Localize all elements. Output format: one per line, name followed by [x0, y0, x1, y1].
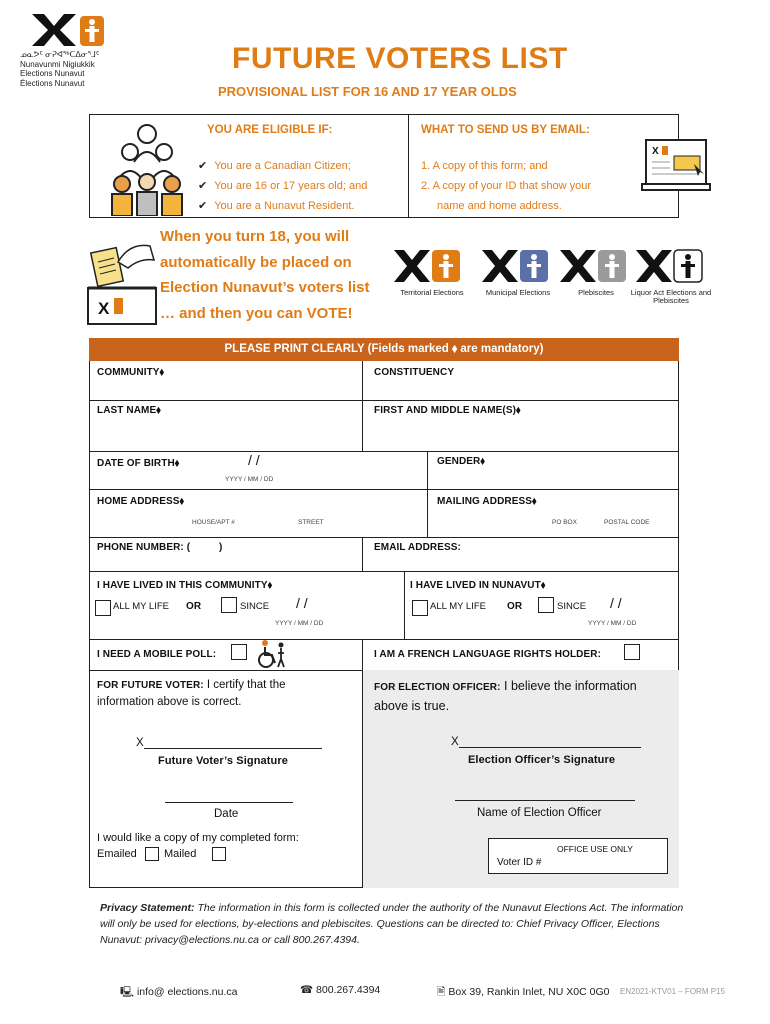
mailbox-icon: 🖹	[437, 986, 446, 998]
divider	[404, 571, 405, 639]
email-field[interactable]	[470, 540, 676, 566]
mailed-checkbox[interactable]	[212, 847, 226, 861]
footer-email[interactable]: 🖳 info@ elections.nu.ca	[120, 986, 238, 998]
officer-signature-label: Election Officer’s Signature	[468, 754, 616, 766]
list-item: 2. A copy of your ID that show your	[421, 180, 591, 192]
phone-label: PHONE NUMBER: ( )	[97, 542, 223, 553]
divider	[89, 489, 679, 490]
ballot-box-icon	[84, 232, 160, 329]
list-item: ✔ You are a Canadian Citizen;	[198, 156, 367, 176]
lived-community-label: I HAVE LIVED IN THIS COMMUNITY⬧	[97, 580, 273, 591]
constituency-label: CONSTITUENCY	[374, 367, 455, 378]
first-name-field[interactable]	[366, 418, 676, 448]
dob-label: DATE OF BIRTH⬧	[97, 458, 180, 469]
voter-signature-field[interactable]	[144, 748, 322, 749]
divider	[89, 639, 679, 640]
email-list	[421, 156, 591, 216]
eligible-list	[198, 156, 367, 216]
logo-territorial: Territorial Elections	[392, 246, 472, 297]
email-heading: WHAT TO SEND US BY EMAIL:	[421, 124, 590, 136]
privacy-statement: Privacy Statement: The information in this form is collected under the authority of the Nunavut Elections Act. The information will only be used for elections, by-elections and plebiscites. Questions can be directed to: Chief Privacy Officer, Elections Nunavut: privacy@elections.nu.ca or call 800.267.4394.	[100, 902, 684, 946]
svg-text:X: X	[98, 299, 110, 318]
page-title: FUTURE VOTERS LIST	[232, 42, 568, 75]
officer-certification: FOR ELECTION OFFICER: I believe the information above is true.	[374, 679, 637, 713]
divider	[408, 114, 409, 218]
pobox-hint: PO BOX	[552, 519, 577, 526]
voter-signature-label: Future Voter’s Signature	[158, 755, 288, 767]
svg-text:X: X	[652, 146, 659, 157]
divider	[362, 639, 363, 670]
phone-field[interactable]	[240, 540, 358, 566]
all-my-life-checkbox[interactable]	[95, 600, 111, 616]
officer-name-label: Name of Election Officer	[477, 807, 602, 819]
nunavut-all-my-life-checkbox[interactable]	[412, 600, 428, 616]
last-name-label: LAST NAME⬧	[97, 405, 161, 416]
nunavut-since-label: SINCE	[557, 601, 587, 612]
community-field[interactable]	[92, 380, 360, 398]
divider	[89, 400, 679, 401]
date-label: Date	[214, 808, 239, 820]
house-hint: HOUSE/APT #	[192, 519, 235, 526]
last-name-field[interactable]	[92, 418, 360, 448]
since-checkbox[interactable]	[221, 597, 237, 613]
all-my-life-label: ALL MY LIFE	[113, 601, 169, 612]
nunavut-all-my-life-label: ALL MY LIFE	[430, 601, 486, 612]
divider	[427, 451, 428, 489]
email-label: EMAIL ADDRESS:	[374, 542, 461, 553]
nunavut-since-date-field[interactable]: / /	[610, 595, 622, 611]
mailed-label: Mailed	[164, 848, 197, 860]
computer-icon: 🖳	[120, 986, 135, 998]
date-field[interactable]	[165, 802, 293, 803]
list-item: ✔ You are 16 or 17 years old; and	[198, 176, 367, 196]
list-item: ✔ You are a Nunavut Resident.	[198, 196, 367, 216]
community-label: COMMUNITY⬧	[97, 367, 165, 378]
divider	[362, 361, 363, 451]
voter-id-label: Voter ID #	[497, 857, 542, 868]
mailing-address-label: MAILING ADDRESS⬧	[437, 496, 537, 507]
voter-certification: FOR FUTURE VOTER: I certify that the information above is correct.	[97, 679, 286, 708]
org-name: ᓄᓇᕗᑦ ᓂᕈᐊᖅᑕᐃᓂᕐᒧᑦ Nunavunmi Nigiukkik Elections Nunavut Élections Nunavut	[20, 50, 100, 88]
gender-field[interactable]	[432, 470, 676, 486]
wheelchair-icon	[256, 639, 288, 672]
form-code: EN2021-KTV01 – FORM P15	[620, 987, 725, 996]
gender-label: GENDER⬧	[437, 456, 485, 467]
footer-phone[interactable]: ☎ 800.267.4394	[300, 984, 381, 996]
logo-municipal: Municipal Elections	[480, 246, 556, 297]
divider	[89, 537, 679, 538]
divider	[427, 489, 428, 537]
since-date-field[interactable]: / /	[296, 595, 308, 611]
copy-label: I would like a copy of my completed form:	[97, 832, 299, 844]
dob-hint: YYYY / MM / DD	[225, 476, 274, 483]
first-name-label: FIRST AND MIDDLE NAME(S)⬧	[374, 405, 521, 416]
officer-name-field[interactable]	[455, 800, 635, 801]
nunavut-since-checkbox[interactable]	[538, 597, 554, 613]
logo-plebiscites: Plebiscites	[558, 246, 634, 297]
list-item: 1. A copy of this form; and	[421, 160, 548, 172]
officer-sig-x: X	[451, 736, 459, 748]
since-label: SINCE	[240, 601, 270, 612]
postal-hint: POSTAL CODE	[604, 519, 650, 526]
home-address-field[interactable]	[92, 508, 424, 520]
or-label: OR	[186, 601, 202, 612]
french-rights-label: I AM A FRENCH LANGUAGE RIGHTS HOLDER:	[374, 649, 602, 660]
constituency-field[interactable]	[366, 380, 676, 398]
mobile-poll-checkbox[interactable]	[231, 644, 247, 660]
emailed-checkbox[interactable]	[145, 847, 159, 861]
footer-address: 🖹 Box 39, Rankin Inlet, NU X0C 0G0	[437, 986, 610, 998]
page-subtitle: PROVISIONAL LIST FOR 16 AND 17 YEAR OLDS	[218, 84, 517, 99]
laptop-icon	[640, 136, 712, 199]
divider	[89, 571, 679, 572]
lived-nunavut-label: I HAVE LIVED IN NUNAVUT⬧	[410, 580, 546, 591]
phone-icon: ☎	[300, 984, 314, 996]
promo-text: When you turn 18, you will automatically be placed on Election Nunavut’s voters list … and then you can VOTE!	[160, 228, 370, 322]
form-header-bar: PLEASE PRINT CLEARLY (Fields marked ⬧ are mandatory)	[89, 338, 679, 361]
dob-field[interactable]: / /	[248, 452, 260, 468]
eligible-heading: YOU ARE ELIGIBLE IF:	[207, 124, 333, 136]
home-address-label: HOME ADDRESS⬧	[97, 496, 185, 507]
org-logo	[30, 12, 110, 48]
divider	[362, 537, 363, 571]
voter-sig-x: X	[136, 737, 144, 749]
emailed-label: Emailed	[97, 848, 137, 860]
people-icon	[104, 122, 190, 219]
or-label: OR	[507, 601, 523, 612]
officer-signature-field[interactable]	[459, 747, 641, 748]
logo-liquor-act: Liquor Act Elections and Plebiscites	[628, 246, 714, 305]
list-item: name and home address.	[437, 200, 562, 212]
since-date-hint: YYYY / MM / DD	[275, 620, 324, 627]
mobile-poll-label: I NEED A MOBILE POLL:	[97, 649, 217, 660]
office-use-label: OFFICE USE ONLY	[557, 844, 633, 854]
divider	[89, 451, 679, 452]
french-rights-checkbox[interactable]	[624, 644, 640, 660]
nunavut-since-date-hint: YYYY / MM / DD	[588, 620, 637, 627]
divider	[362, 670, 363, 888]
street-hint: STREET	[298, 519, 324, 526]
